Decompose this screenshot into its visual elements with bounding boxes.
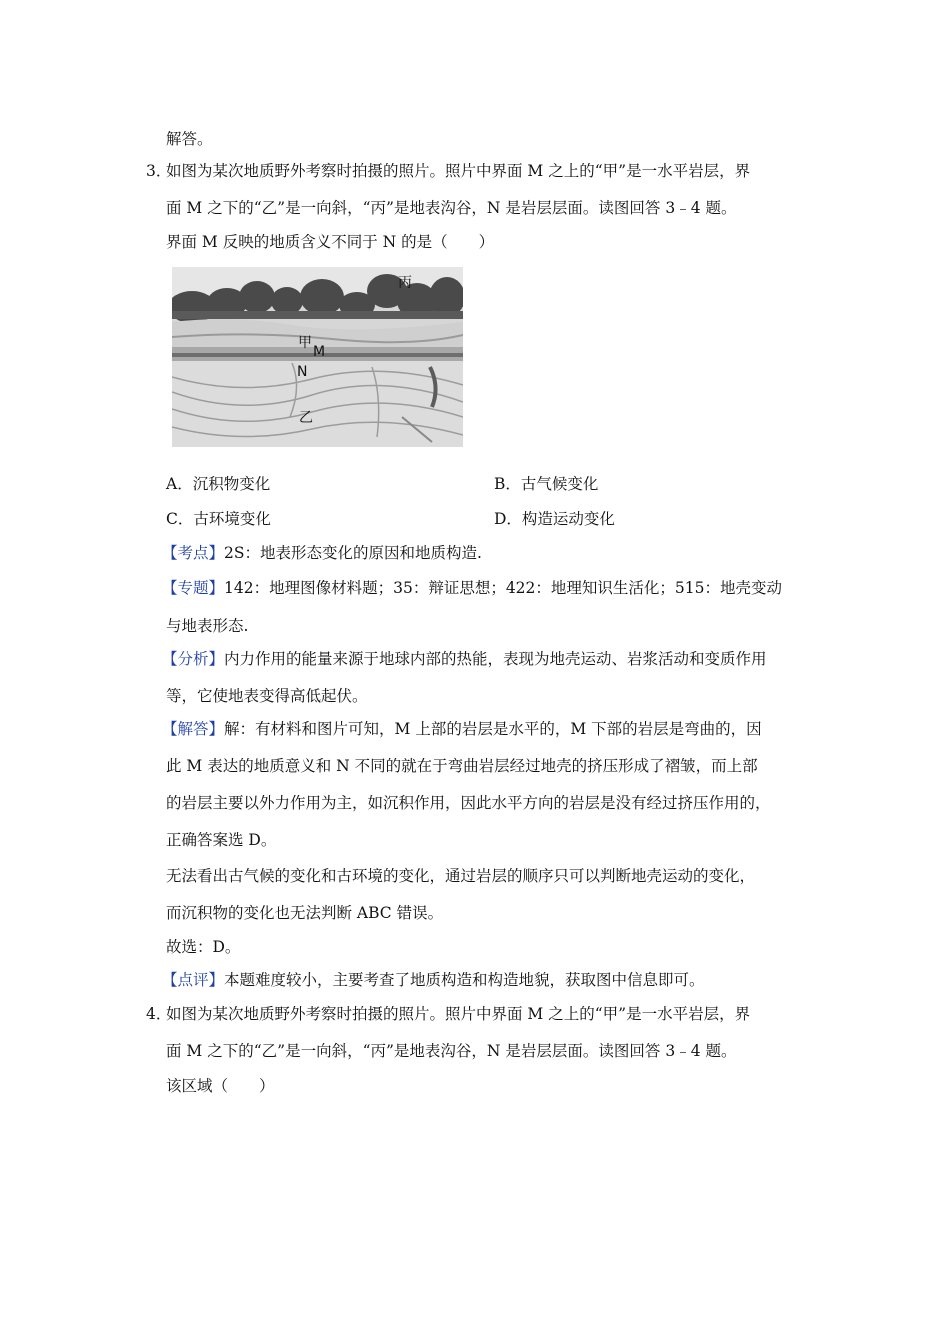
jieda-tag: 【解答】 (162, 720, 225, 738)
photo-label-n: N (297, 364, 308, 380)
jieda-text4: 正确答案选 D。 (166, 831, 277, 849)
question-3-stem-line1: 如图为某次地质野外考察时拍摄的照片。照片中界面 M 之上的“甲”是一水平岩层，界 (166, 162, 751, 180)
option-d: D．构造运动变化 (494, 510, 615, 528)
kaodian-line (162, 543, 482, 563)
jieda-text2: 此 M 表达的地质意义和 N 不同的就在于弯曲岩层经过地壳的挤压形成了褶皱，而上部 (166, 757, 758, 775)
fenxi-line1 (162, 649, 767, 669)
option-c: C．古环境变化 (166, 510, 271, 528)
jieda-text6: 而沉积物的变化也无法判断 ABC 错误。 (166, 904, 444, 922)
question-4-number: 4． (146, 1005, 172, 1023)
jieda-text7: 故选：D。 (166, 938, 241, 956)
fenxi-text2: 等，它使地表变得高低起伏。 (166, 687, 368, 705)
question-4-stem-line2: 面 M 之下的“乙”是一向斜，“丙”是地表沟谷，N 是岩层层面。读图回答 3﹣4 题。 (166, 1042, 737, 1060)
jieda-line1 (162, 719, 762, 739)
fenxi-text1: 内力作用的能量来源于地球内部的热能，表现为地壳运动、岩浆活动和变质作用 (224, 650, 767, 668)
dianping-tag: 【点评】 (162, 971, 225, 989)
photo-label-yi: 乙 (299, 410, 313, 426)
intro-line: 解答。 (166, 130, 213, 148)
geology-photo (172, 267, 463, 447)
question-3-number: 3． (146, 162, 172, 180)
fenxi-tag: 【分析】 (162, 650, 225, 668)
question-3-stem-line3: 界面 M 反映的地质含义不同于 N 的是（ ） (166, 233, 495, 251)
kaodian-text: 2S：地表形态变化的原因和地质构造. (224, 544, 482, 562)
question-3-stem-line2: 面 M 之下的“乙”是一向斜，“丙”是地表沟谷，N 是岩层层面。读图回答 3﹣4 题。 (166, 199, 737, 217)
jieda-text3: 的岩层主要以外力作用为主，如沉积作用，因此水平方向的岩层是没有经过挤压作用的， (166, 794, 771, 812)
zhuanti-line1 (162, 578, 782, 598)
jieda-text1: 解：有材料和图片可知，M 上部的岩层是水平的，M 下部的岩层是弯曲的，因 (224, 720, 762, 738)
photo-label-jia: 甲 (298, 335, 312, 351)
question-4-stem-line1: 如图为某次地质野外考察时拍摄的照片。照片中界面 M 之上的“甲”是一水平岩层，界 (166, 1005, 751, 1023)
dianping-text: 本题难度较小，主要考查了地质构造和构造地貌，获取图中信息即可。 (224, 971, 705, 989)
zhuanti-text2: 与地表形态. (166, 617, 249, 635)
zhuanti-tag: 【专题】 (162, 579, 225, 597)
kaodian-tag: 【考点】 (162, 544, 225, 562)
dianping-line (162, 970, 705, 990)
zhuanti-text1: 142：地理图像材料题；35：辩证思想；422：地理知识生活化；515：地壳变动 (224, 579, 782, 597)
jieda-text5: 无法看出古气候的变化和古环境的变化，通过岩层的顺序只可以判断地壳运动的变化， (166, 867, 756, 885)
question-4-stem-line3: 该区域（ ） (166, 1077, 275, 1095)
photo-label-bing: 丙 (398, 275, 412, 291)
photo-label-m: M (313, 344, 326, 360)
option-a: A．沉积物变化 (166, 475, 271, 493)
option-b: B．古气候变化 (494, 475, 599, 493)
